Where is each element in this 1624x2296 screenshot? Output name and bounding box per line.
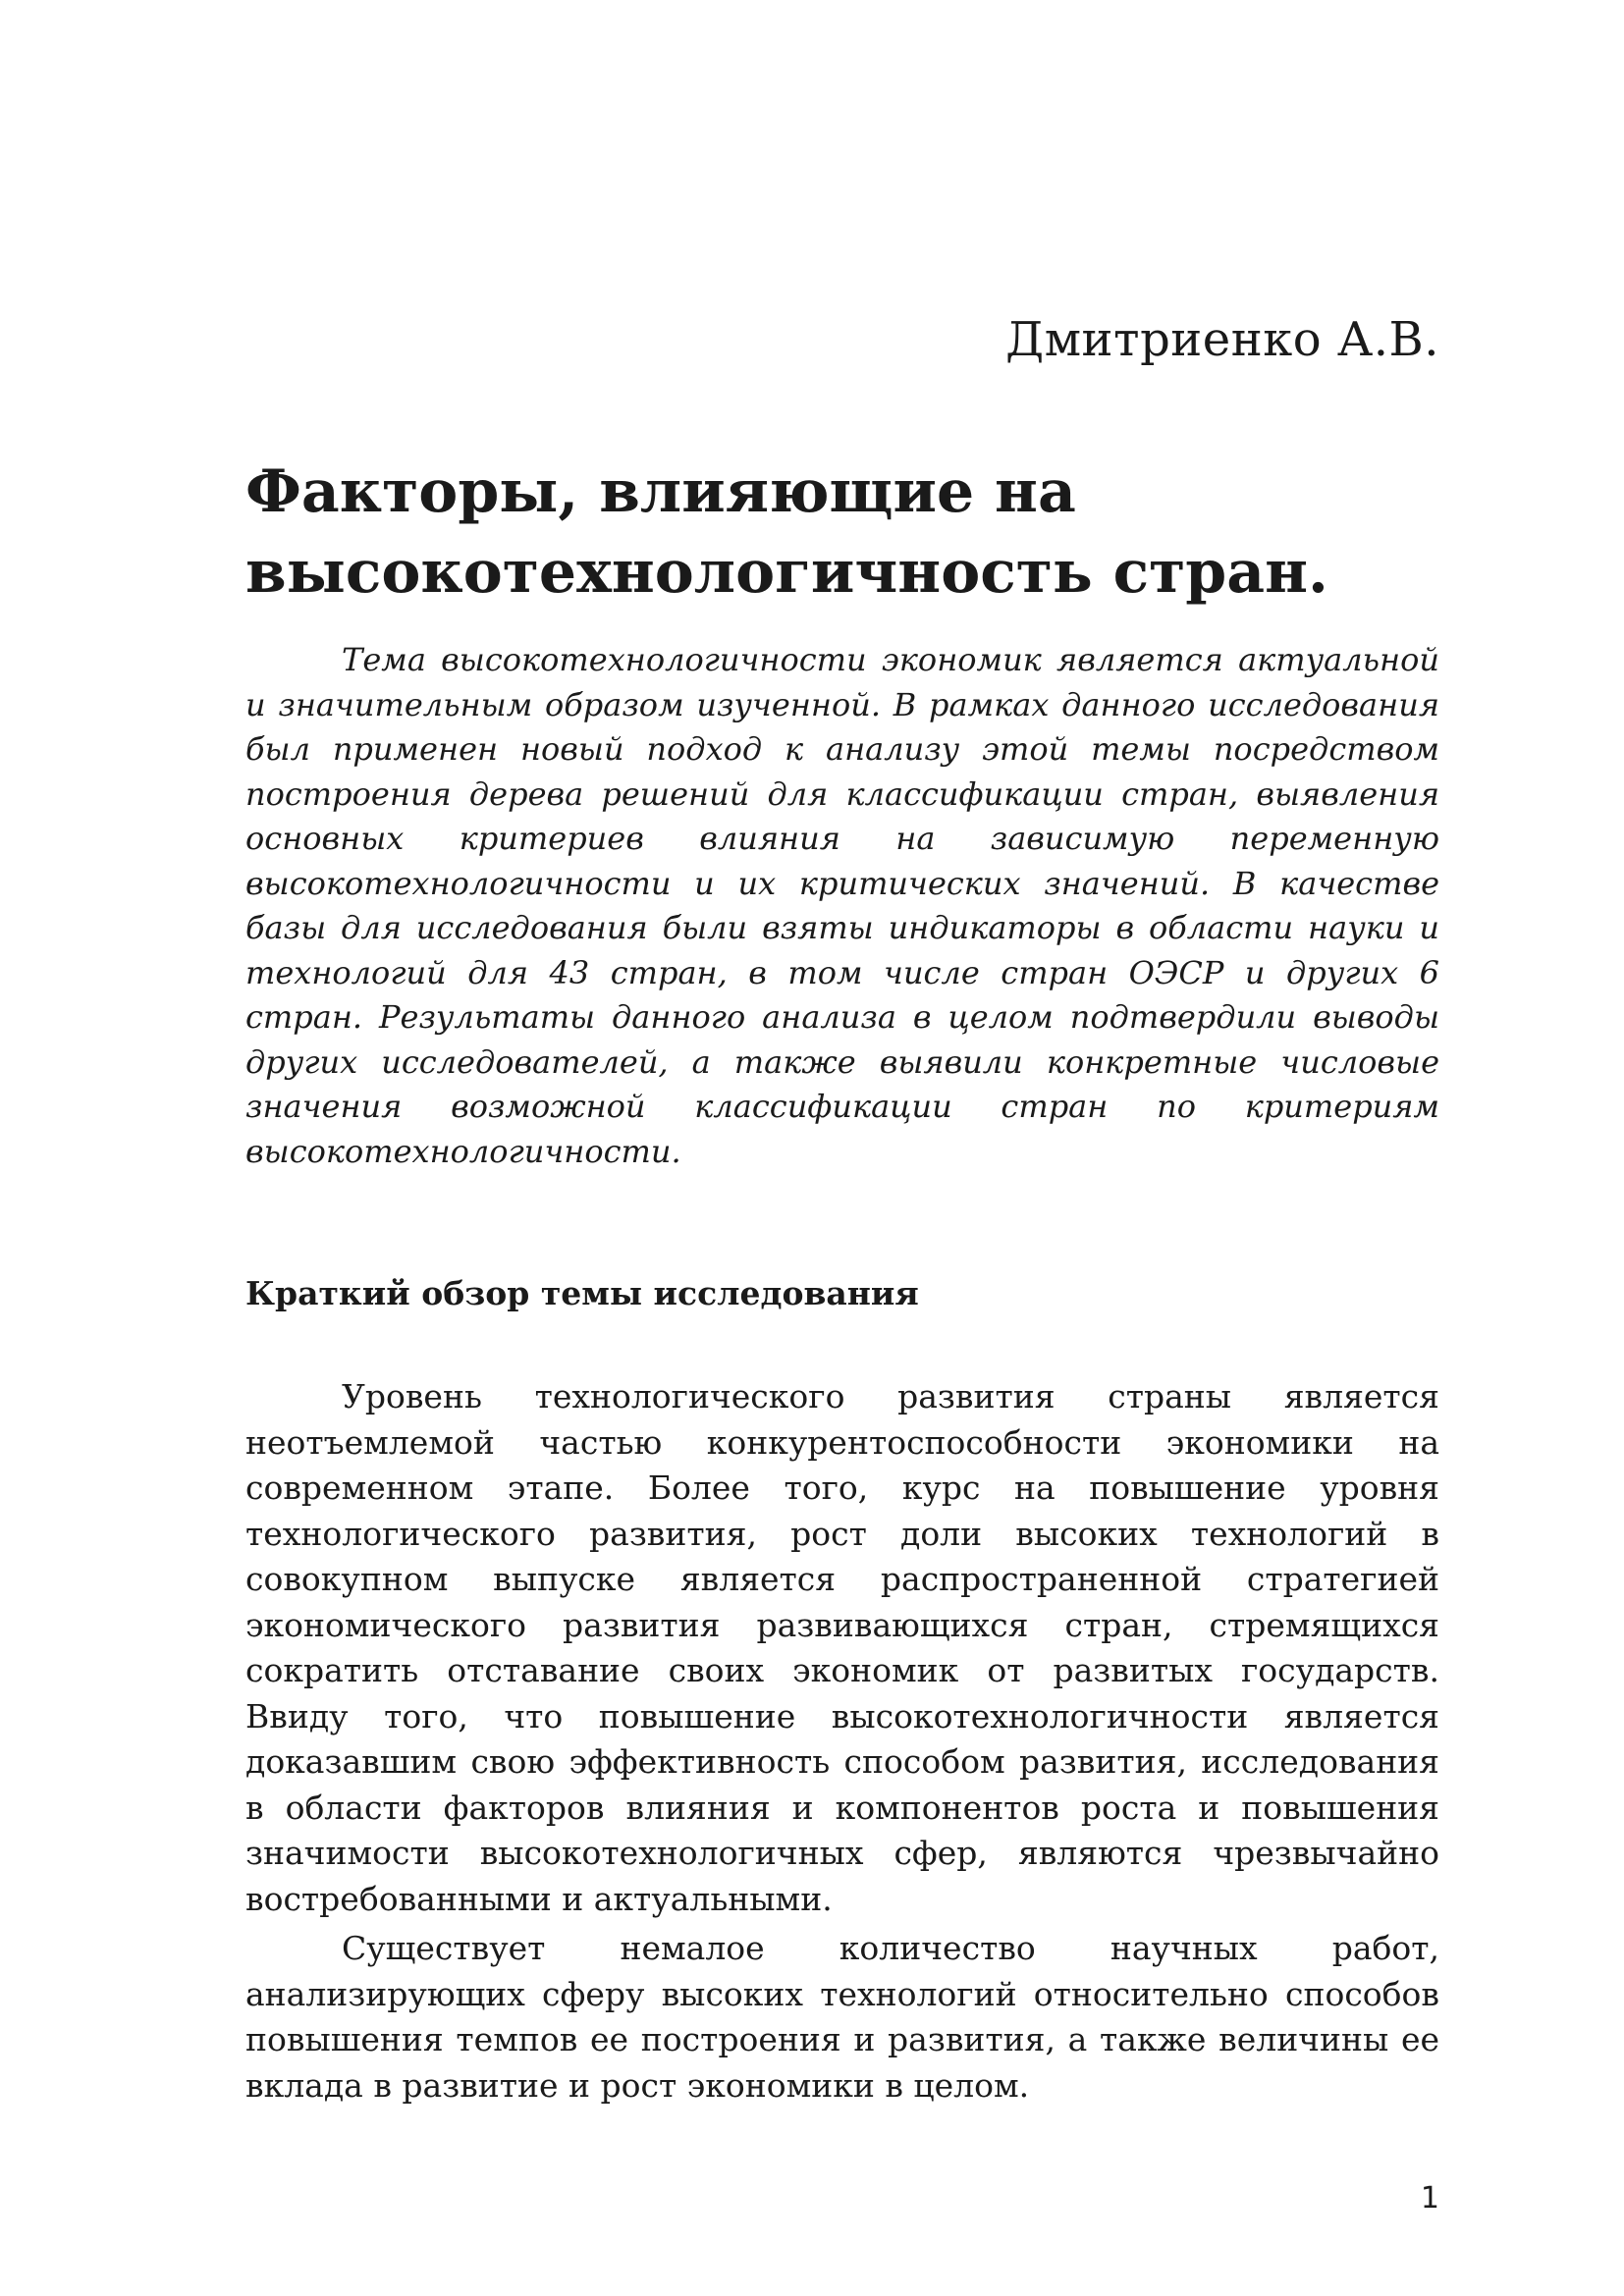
section-heading: Краткий обзор темы исследования [245,1274,919,1312]
body-paragraph-2: Существует немалое количество научных работ, анализирующих сферу высоких технологий относительно способов повышения темпов ее построения и развития, а также величины ее вклада в развитие и рост экономики в целом. [245,1929,1439,2105]
abstract: Тема высокотехнологичности экономик является актуальной и значительным образом изученной. В рамках данного исследования был применен новый подход к анализу этой темы посредством построения дерева решений для классификации стран, выявления основных критериев влияния на зависимую переменную высокотехнологичности и их критических значений. В качестве базы для исследования были взяты индикаторы в области науки и технологий для 43 стран, в том числе стран ОЭСР и других 6 стран. Результаты данного анализа в целом подтвердили выводы других исследователей, а также выявили конкретные числовые значения возможной классификации стран по критериям высокотехнологичности. [245,641,1439,1170]
author-name: Дмитриенко А.В. [1005,312,1439,367]
body-paragraph-1: Уровень технологического развития страны является неотъемлемой частью конкурентоспособности экономики на современном этапе. Более того, курс на повышение уровня технологического развития, рост доли высоких технологий в совокупном выпуске является распространенной стратегией экономического развития развивающихся стран, стремящихся сократить отставание своих экономик от развитых государств. Ввиду того, что повышение высокотехнологичности является доказавшим свою эффективность способом развития, исследования в области факторов влияния и компонентов роста и повышения значимости высокотехнологичных сфер, являются чрезвычайно востребованными и актуальными. [245,1377,1439,1918]
page-number: 1 [1420,2181,1439,2216]
paper-title: Факторы, влияющие на высокотехнологичность стран. [245,457,1328,607]
